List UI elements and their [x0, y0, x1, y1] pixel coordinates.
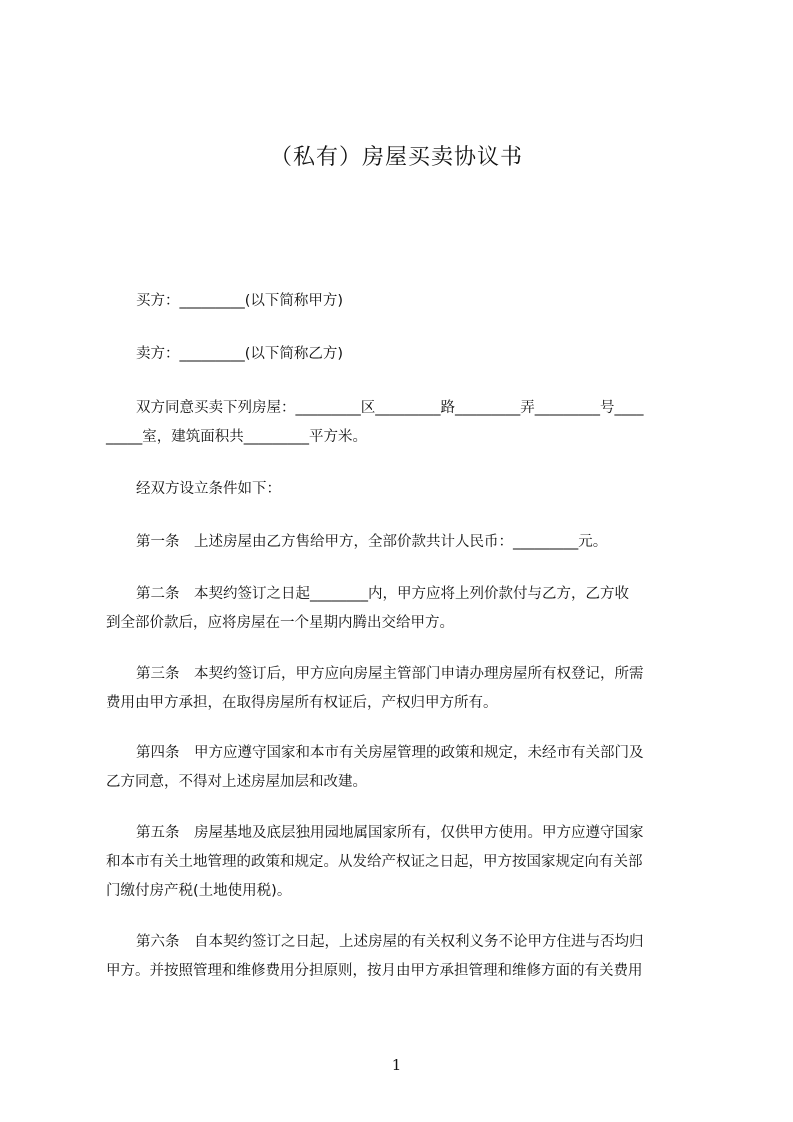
buyer-line: 买方：_________(以下简称甲方) — [136, 293, 344, 309]
article-4-paragraph — [106, 739, 700, 797]
article-1-paragraph — [106, 528, 700, 557]
seller-line: 卖方：_________(以下简称乙方) — [136, 346, 344, 362]
article-3-line-1: 第三条 本契约签订后，甲方应向房屋主管部门申请办理房屋所有权登记，所需 — [136, 666, 644, 682]
page-number: 1 — [391, 1056, 402, 1074]
article-3-paragraph — [106, 660, 700, 718]
article-2-paragraph — [106, 580, 700, 638]
article-6-line-1: 第六条 自本契约签订之日起，上述房屋的有关权利义务不论甲方住进与否均归 — [136, 934, 644, 950]
article-6-line-2: 甲方。并按照管理和维修费用分担原则，按月由甲方承担管理和维修方面的有关费用 — [106, 963, 643, 979]
article-3-line-2: 费用由甲方承担，在取得房屋所有权证后，产权归甲方所有。 — [106, 695, 498, 711]
article-5-paragraph — [106, 819, 700, 906]
article-4-line-2: 乙方同意，不得对上述房屋加层和改建。 — [106, 774, 367, 790]
property-line-2: _____室，建筑面积共_________平方米。 — [106, 429, 367, 445]
article-1-line: 第一条 上述房屋由乙方售给甲方，全部价款共计人民币：_________元。 — [136, 534, 608, 550]
article-5-line-1: 第五条 房屋基地及底层独用园地属国家所有，仅供甲方使用。甲方应遵守国家 — [136, 825, 644, 841]
document-title: （私有）房屋买卖协议书 — [269, 145, 523, 170]
article-5-line-2: 和本市有关土地管理的政策和规定。从发给产权证之日起，甲方按国家规定向有关部 — [106, 854, 643, 870]
buyer-paragraph — [106, 287, 700, 316]
article-4-line-1: 第四条 甲方应遵守国家和本市有关房屋管理的政策和规定，未经市有关部门及 — [136, 745, 644, 761]
property-paragraph — [106, 394, 700, 452]
property-line-1: 双方同意买卖下列房屋：_________区_________路_________弄_________号____ — [136, 400, 644, 416]
intro-line: 经双方设立条件如下： — [136, 481, 281, 497]
article-5-line-3: 门缴付房产税(土地使用税)。 — [106, 883, 292, 899]
intro-paragraph — [106, 475, 700, 504]
seller-paragraph — [106, 340, 700, 369]
article-2-line-2: 到全部价款后，应将房屋在一个星期内腾出交给甲方。 — [106, 615, 454, 631]
article-6-paragraph — [106, 928, 700, 986]
article-2-line-1: 第二条 本契约签订之日起________内，甲方应将上列价款付与乙方，乙方收 — [136, 586, 629, 602]
